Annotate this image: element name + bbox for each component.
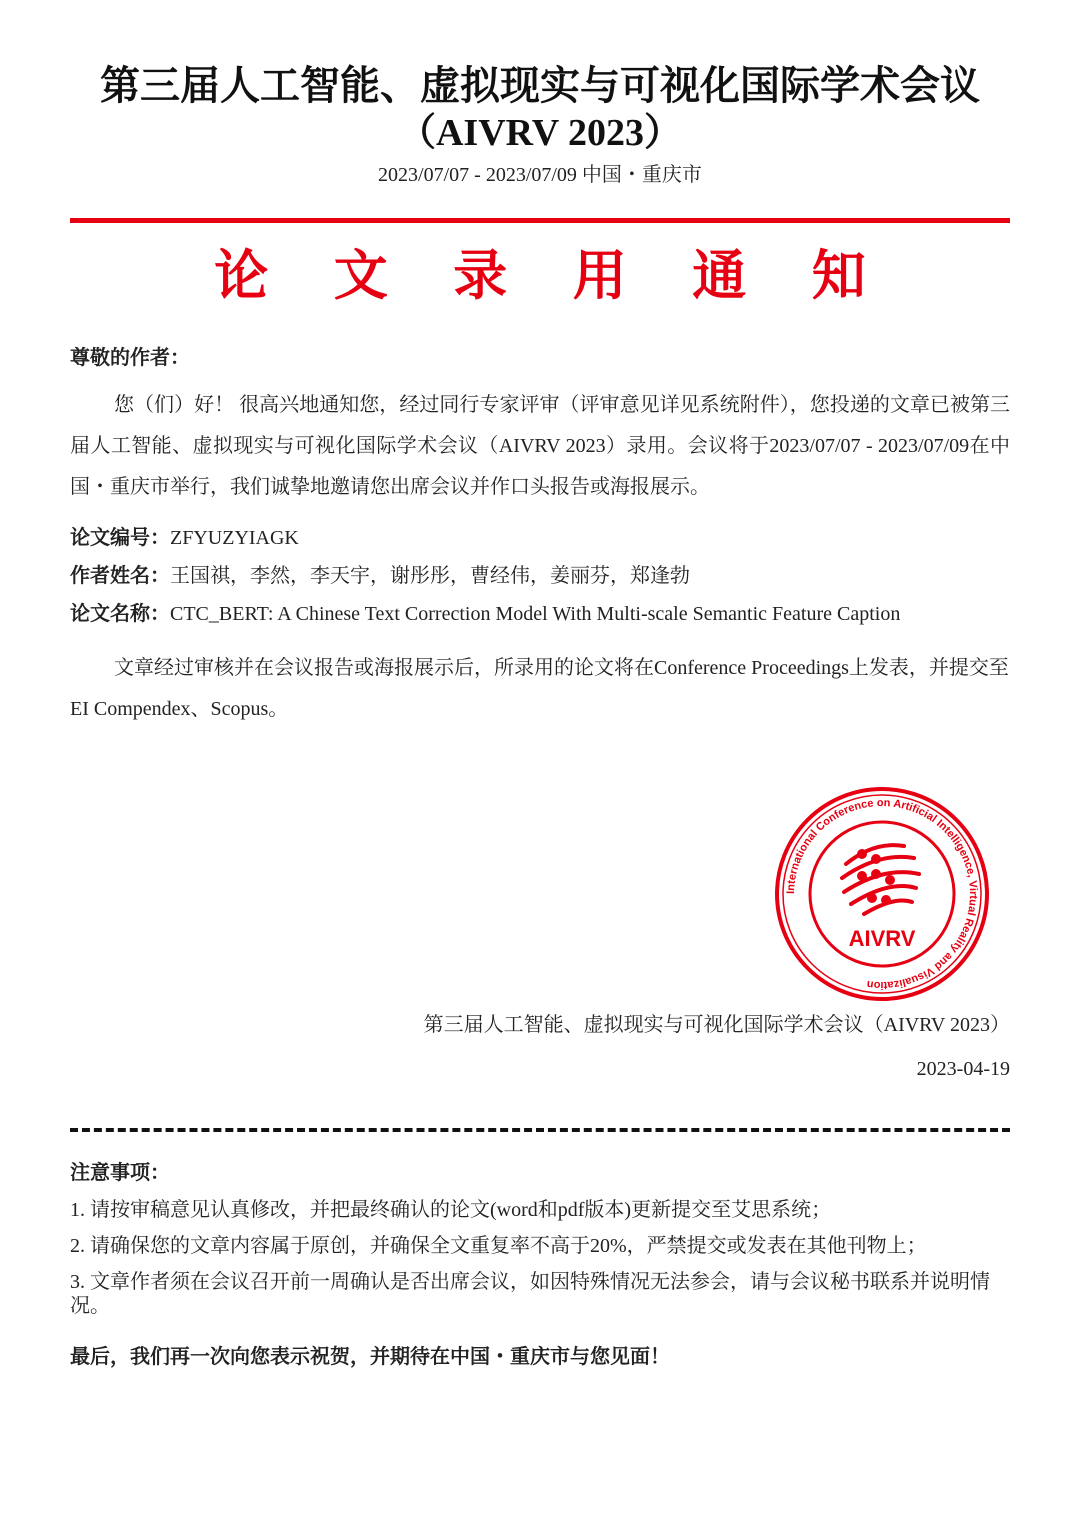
signature-date: 2023-04-19 [916,1058,1010,1080]
conference-date-location: 2023/07/07 - 2023/07/09 中国・重庆市 [378,164,702,186]
notice-heading: 论 文 录 用 通 知 [214,246,892,306]
authors-label: 作者姓名： [70,565,170,587]
authors-field [70,564,1010,588]
organizer-signature: 第三届人工智能、虚拟现实与可视化国际学术会议（AIVRV 2023） [423,1014,1010,1036]
note-item: 1. 请按审稿意见认真修改，并把最终确认的论文(word和pdf版本)更新提交至艾思系统； [70,1199,832,1221]
note-item: 3. 文章作者须在会议召开前一周确认是否出席会议，如因特殊情况无法参会，请与会议秘书联系并说明情况。 [70,1271,990,1317]
paper-id-value: ZFYUZYIAGK [170,527,299,549]
red-divider [70,218,1010,223]
authors-value: 王国祺，李然，李天宇，谢彤彤，曹经伟，姜丽芬，郑逢勃 [170,565,690,587]
paper-title-label: 论文名称： [70,603,170,625]
seal-center-text: AIVRV [848,926,916,951]
seal-area [70,786,1010,1002]
salutation: 尊敬的作者： [70,347,190,369]
closing-remark: 最后，我们再一次向您表示祝贺，并期待在中国・重庆市与您见面！ [70,1346,670,1368]
seal-logo-icon [842,845,919,914]
notes-title: 注意事项： [70,1162,170,1184]
conference-abbrev: （AIVRV 2023） [397,112,683,154]
conference-title: 第三届人工智能、虚拟现实与可视化国际学术会议 [100,63,980,108]
paper-id-label: 论文编号： [70,527,170,549]
paper-id-field [70,526,1010,550]
paper-title-field [70,602,1010,626]
conference-seal [774,786,990,1002]
note-item: 2. 请确保您的文章内容属于原创，并确保全文重复率不高于20%，严禁提交或发表在其他刊物上； [70,1235,927,1257]
seal-ring-text: International Conference on Artificial Intelligence, Virtual Reality and Visualization [784,796,980,992]
dashed-divider [70,1128,1010,1132]
proceedings-paragraph: 文章经过审核并在会议报告或海报展示后，所录用的论文将在Conference Proceedings上发表，并提交至EI Compendex、Scopus。 [70,657,1009,720]
acceptance-paragraph: 您（们）好！ 很高兴地通知您，经过同行专家评审（评审意见详见系统附件），您投递的文章已被第三届人工智能、虚拟现实与可视化国际学术会议（AIVRV 2023）录用。会议将于2023/07/07 - 2023/07/09在中国・重庆市举行，我们诚挚地邀请您出席会议并作口头报告或海报展示。 [70,394,1010,498]
paper-title-value: CTC_BERT: A Chinese Text Correction Model With Multi-scale Semantic Feature Caption [170,603,901,625]
